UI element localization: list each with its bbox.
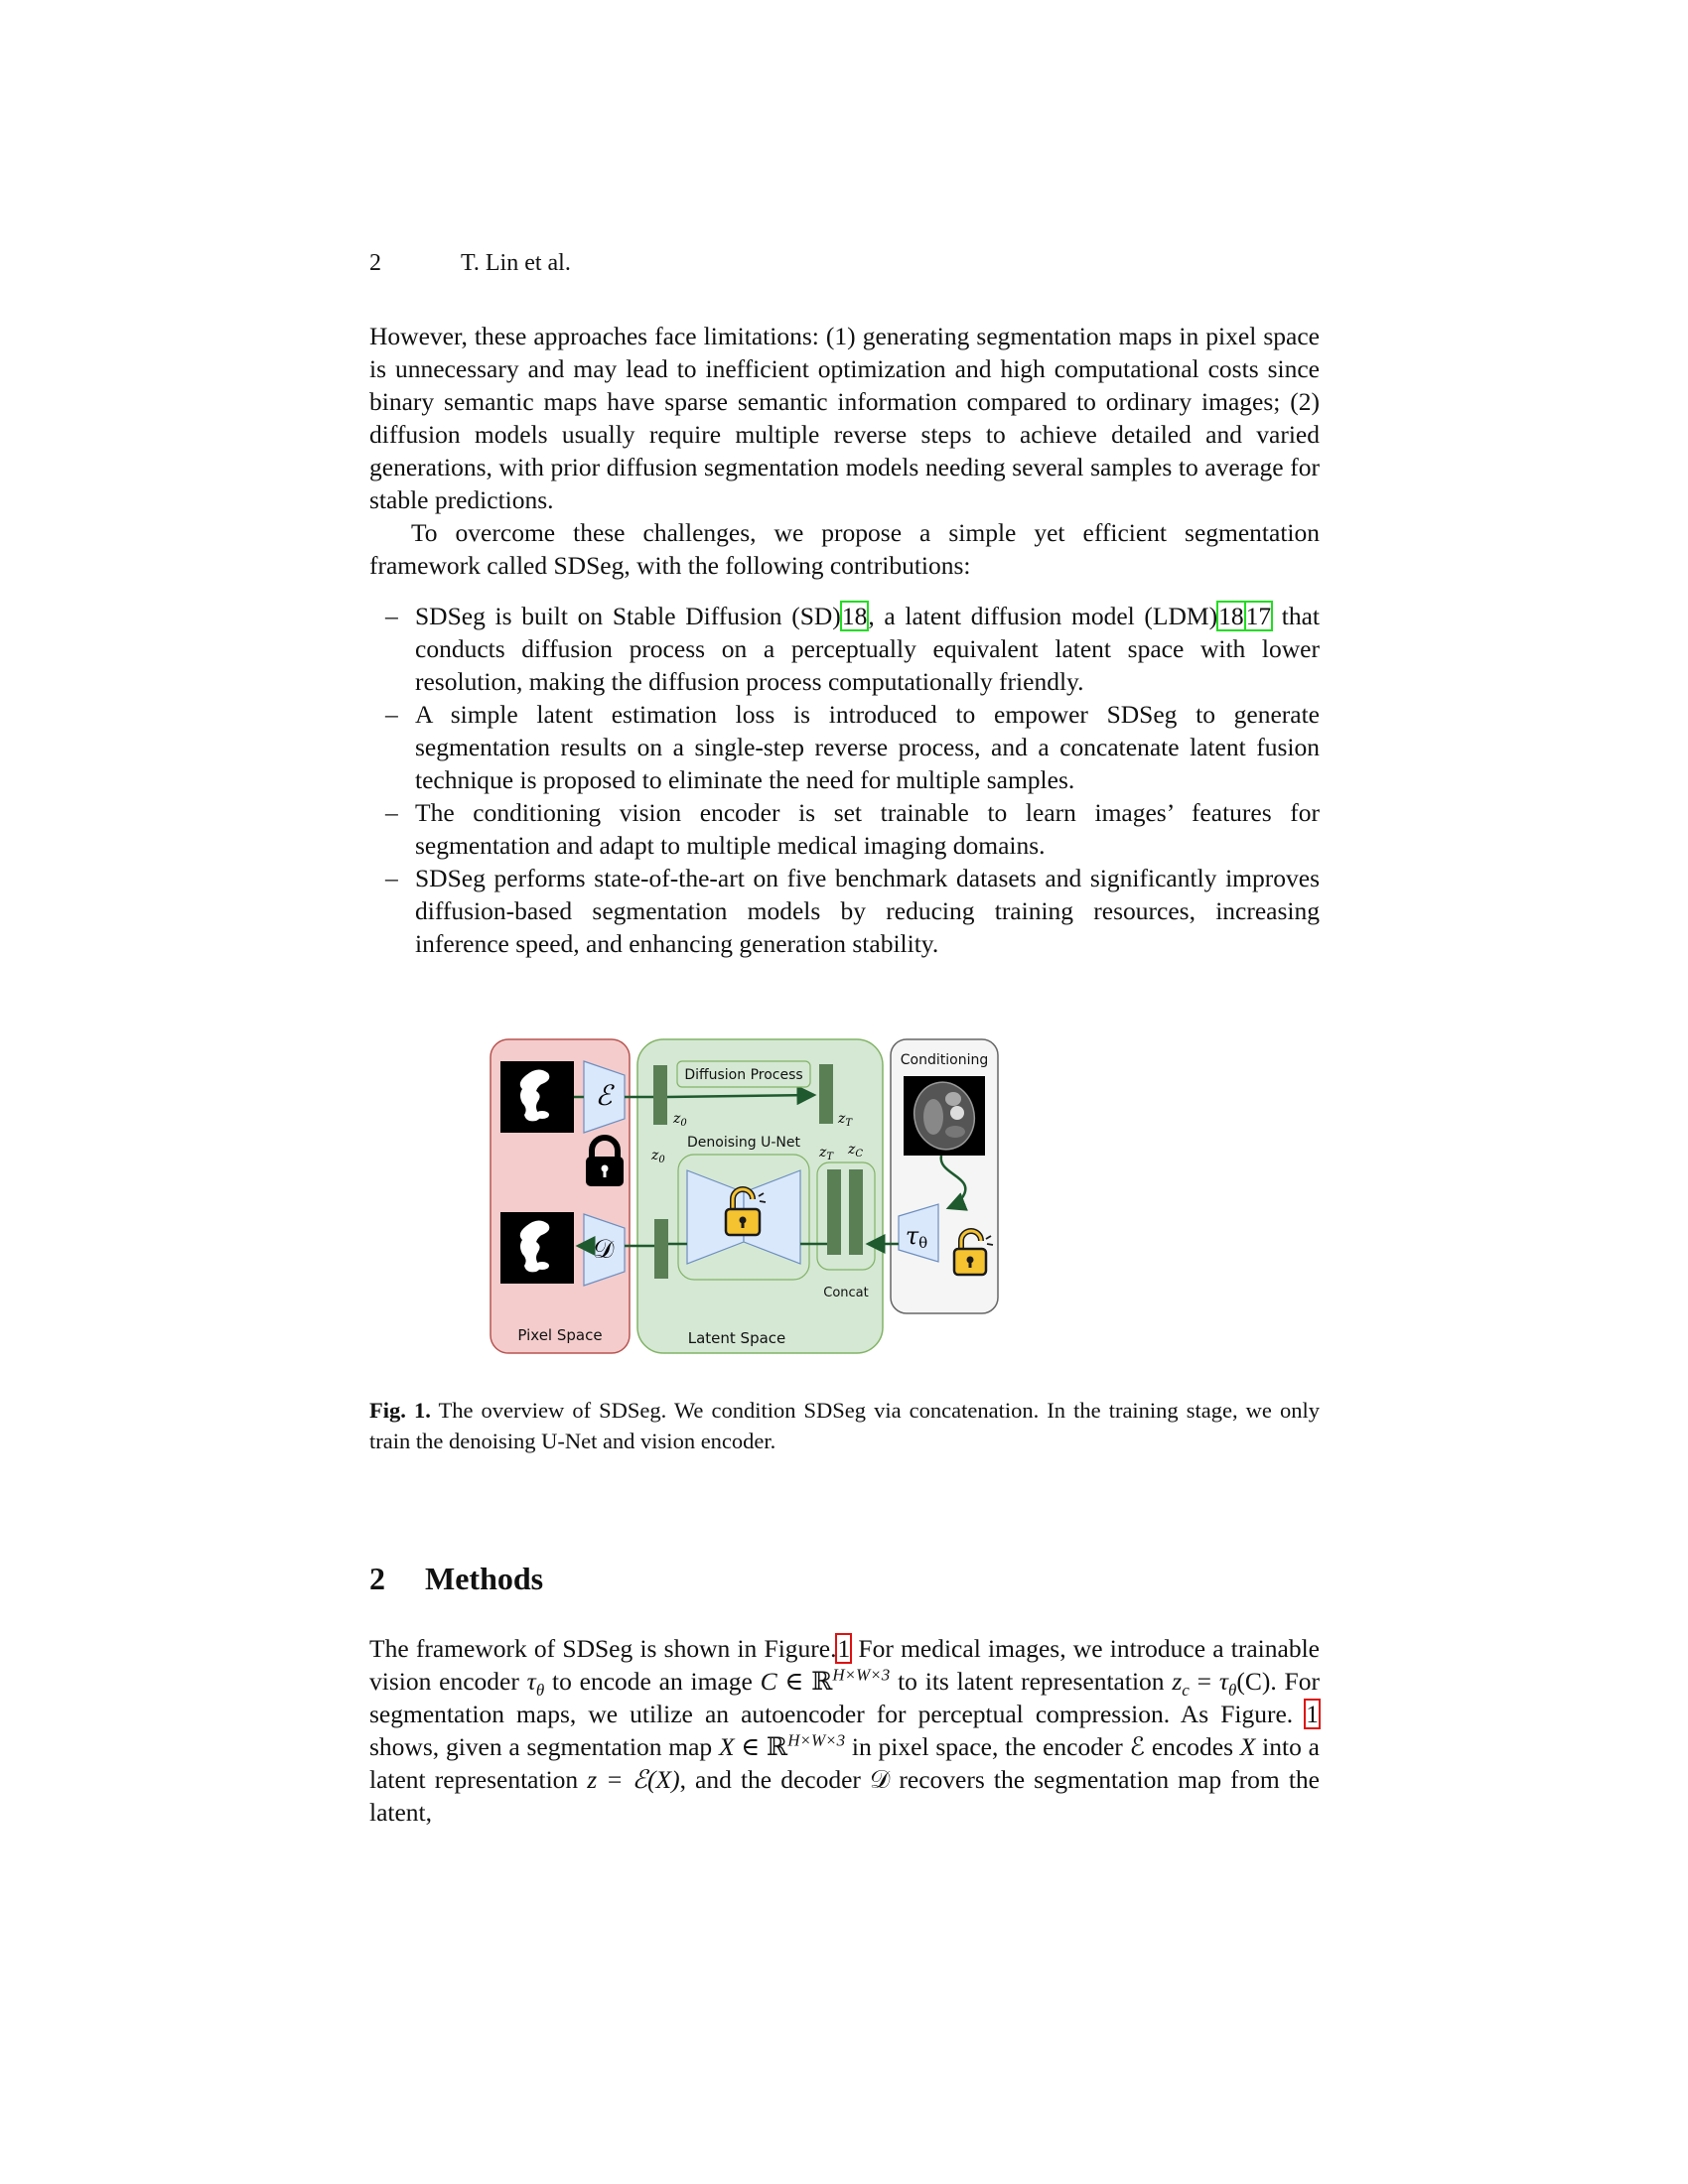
methods-text: The framework of SDSeg is shown in Figure.1 For medical images, we introduce a trainable vision encoder $\tau_\theta$ to encode an image C ∈ ℝ$^{H\times W\times 3}$ to its latent representation $z_c = \tau_\theta(C)$. For segmentation maps, we utilize an autoencoder for perceptual compression. As Figure. 1 shows, given a segmentation map X ∈ ℝ$^{H\times W\times 3}$ in pixel space, the encoder ℰ encodes X into a latent representation z = ℰ(X), and the decoder 𝒟 recovers the segmentation map from the latent, [369,1634,1320,1827]
contribution-text: The conditioning vision encoder is set trainable to learn images’ features for segmentation and adapt to multiple medical imaging domains. [415,798,1320,860]
contribution-text: that conducts diffusion process on a perceptually equivalent latent space with lower resolution, making the diffusion process computationally friendly. [415,602,1320,696]
figure-caption [369,1395,1320,1456]
tau-symbol: τθ [905,1222,928,1252]
running-title: T. Lin et al. [461,250,571,276]
figure-reference-link[interactable]: 1 [1306,1700,1319,1728]
z0-label: $z_0$ [673,1111,687,1129]
contribution-item [369,862,1320,960]
intro-paragraph-2: To overcome these challenges, we propose a simple yet efficient segmentation framework called SDSeg, with the following contributions: [369,518,1320,580]
segmentation-map-output [500,1212,574,1284]
diffusion-process-label: Diffusion Process [684,1067,803,1083]
figure-reference-link[interactable]: 1 [837,1634,851,1663]
page-number: 2 [369,250,381,276]
section-title: Methods [425,1561,544,1596]
list-dash: – [385,798,398,827]
zC-label: $z_C$ [848,1142,864,1160]
framework-diagram [489,1037,1203,1355]
citation-link[interactable]: 18 [841,602,868,630]
zT-concat-label: $z_T$ [819,1145,834,1162]
citation-link[interactable]: 18 [1218,602,1244,630]
encoder-symbol: ℰ [595,1079,613,1112]
z0-bottom-label: $z_0$ [651,1148,665,1165]
section-heading [369,1561,543,1597]
running-header [369,250,571,277]
contribution-item [369,698,1320,796]
contribution-text: SDSeg performs state-of-the-art on five benchmark datasets and significantly improves diffusion-based segmentation models by reducing training resources, increasing inference speed, and enhancing generation stability. [415,864,1320,958]
intro-paragraph-1: However, these approaches face limitations: (1) generating segmentation maps in pixel space is unnecessary and may lead to inefficient optimization and high computational costs since binary semantic maps have sparse semantic information compared to ordinary images; (2) diffusion models usually require multiple reverse steps to achieve detailed and varied generations, with prior diffusion segmentation models needing several samples to average for stable predictions. [369,322,1320,514]
contribution-item [369,796,1320,862]
segmentation-map-input [500,1061,574,1133]
contribution-text: , a latent diffusion model (LDM) [868,602,1218,630]
intro-text [369,320,1320,582]
latent-zT-bar [819,1064,833,1124]
list-dash: – [385,602,398,630]
list-dash: – [385,700,398,729]
contributions-list [369,600,1320,960]
diffusion-process-box [677,1061,810,1087]
contribution-item [369,600,1320,698]
contribution-text: SDSeg is built on Stable Diffusion (SD) [415,602,841,630]
latent-zC-concat-bar [849,1169,863,1255]
conditioning-label: Conditioning [900,1052,989,1068]
zT-label: $z_T$ [838,1111,853,1129]
latent-zT-concat-bar [827,1169,841,1255]
concat-block [817,1162,875,1270]
figure-overview [489,1037,1203,1355]
section-number: 2 [369,1561,385,1596]
latent-space-label: Latent Space [687,1329,786,1347]
citation-link[interactable]: 17 [1245,602,1272,630]
methods-paragraph [369,1632,1320,1829]
pixel-space-label: Pixel Space [517,1326,603,1344]
caption-text: The overview of SDSeg. We condition SDSeg via concatenation. In the training stage, we only train the denoising U-Net and vision encoder. [369,1398,1320,1453]
concat-label: Concat [823,1286,869,1300]
list-dash: – [385,864,398,892]
decoder-symbol: 𝒟 [593,1235,615,1265]
caption-label: Fig. 1. [369,1398,431,1423]
contribution-text: A simple latent estimation loss is introduced to empower SDSeg to generate segmentation results on a single-step reverse process, and a concatenate latent fusion technique is proposed to eliminate the need for multiple samples. [415,700,1320,794]
latent-z0-bar [653,1065,667,1125]
denoising-unet-label: Denoising U-Net [687,1135,800,1151]
ct-scan-image [904,1075,985,1156]
latent-z0-output-bar [654,1219,668,1279]
